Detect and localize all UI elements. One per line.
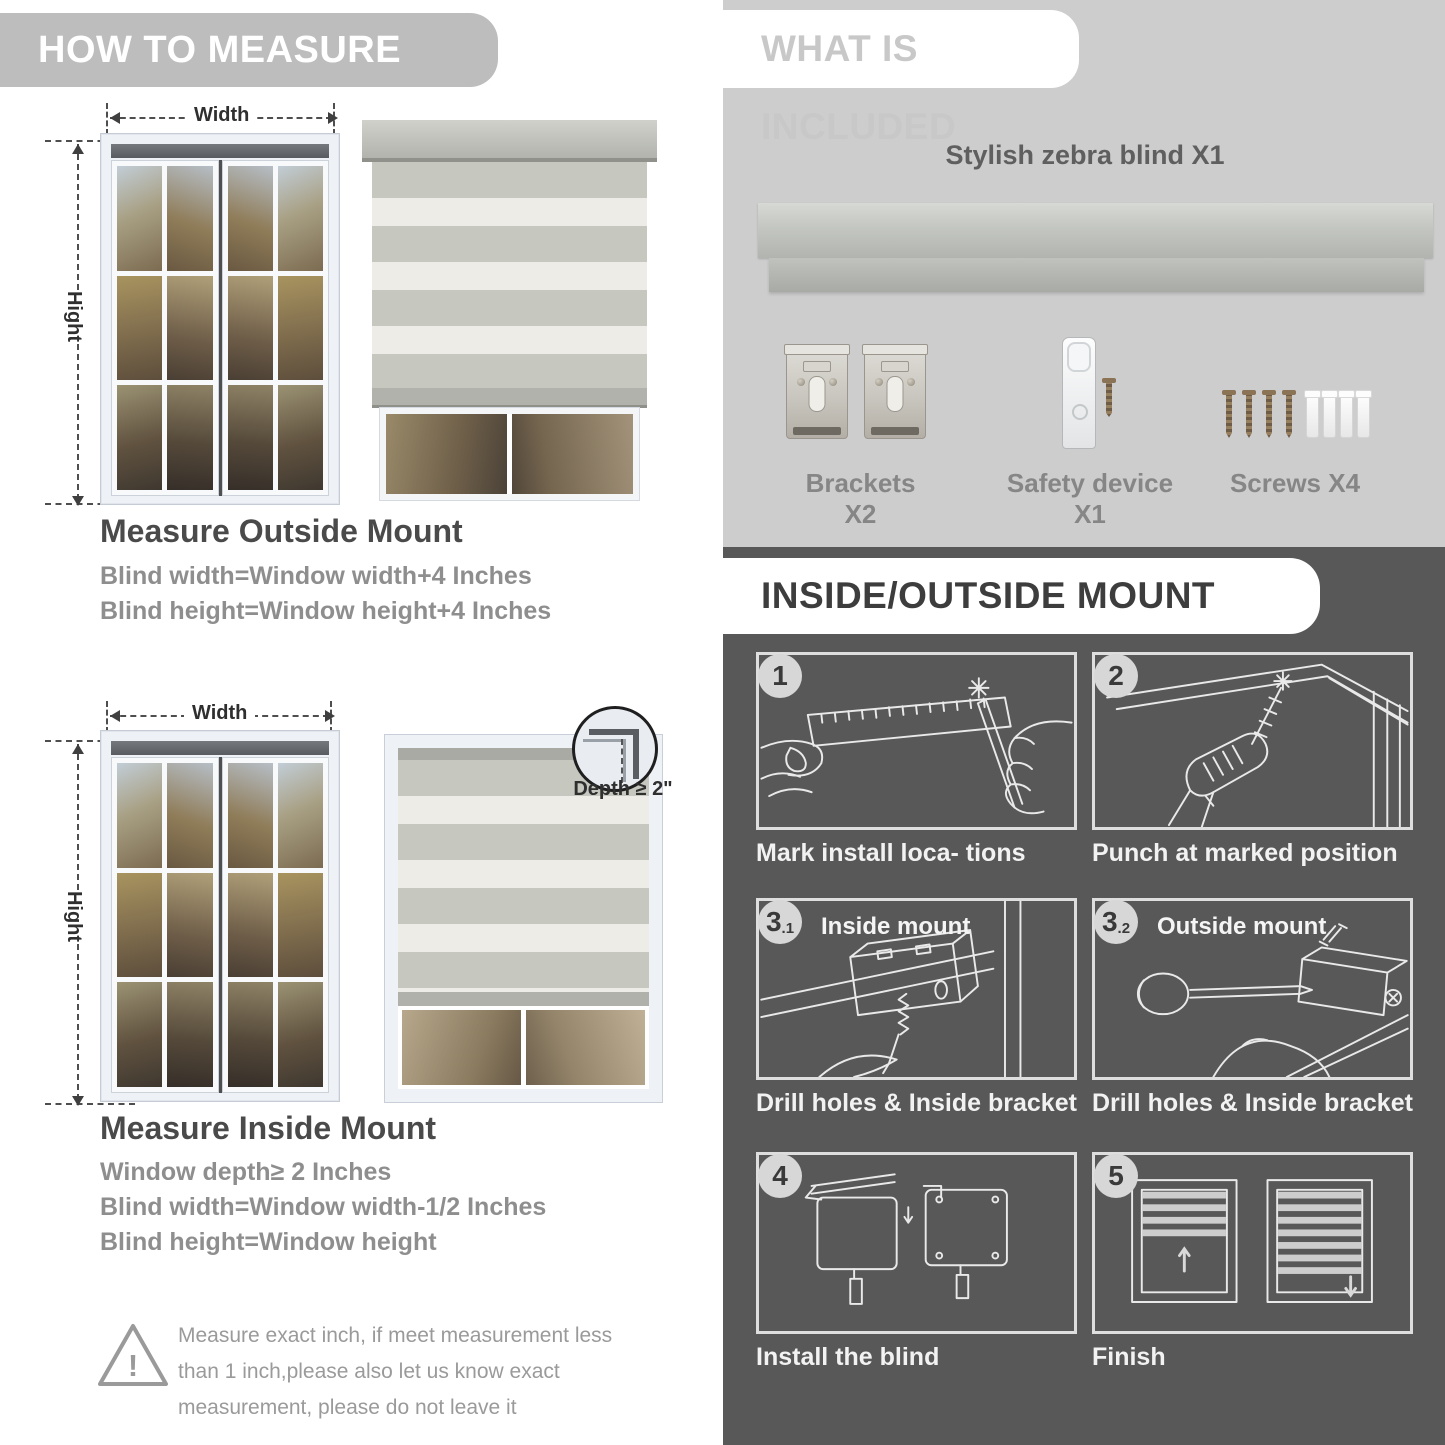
step-2: [1092, 652, 1413, 868]
screw-shank: [1106, 383, 1112, 417]
safety-device-label: Safety device X1: [1006, 468, 1174, 529]
step-caption: Drill holes & Inside bracket: [756, 1089, 1077, 1117]
step-5: [1092, 1152, 1413, 1372]
frame-corner-detail: [583, 739, 626, 782]
badge-number: 3: [1101, 906, 1118, 937]
screw-part: [1106, 378, 1112, 417]
blind-zebra-shade: [372, 162, 647, 388]
screw-head: [1262, 390, 1276, 395]
depth-note: Depth ≥ 2": [573, 778, 673, 800]
screw-head: [1282, 390, 1296, 395]
blind-head-rail: [362, 120, 657, 162]
window-pane: [228, 982, 273, 1087]
screw-part: [1246, 390, 1252, 438]
step-title: Outside mount: [1157, 913, 1327, 940]
window-pane: [117, 166, 162, 271]
warning-exclamation-glyph: !: [127, 1348, 139, 1383]
window-pane: [167, 385, 212, 490]
badge-number: 1: [772, 660, 788, 691]
bracket-screw-dot: [875, 378, 883, 386]
window-pane: [167, 982, 212, 1087]
screw-part: [1266, 390, 1272, 438]
window-pane: [228, 276, 273, 381]
bracket-part: [864, 347, 926, 439]
badge-number: 2: [1108, 660, 1124, 691]
arrow-left-icon: [104, 112, 120, 124]
step-1: [756, 652, 1077, 868]
step-number-badge: [758, 900, 802, 944]
badge-number: 3: [765, 906, 782, 937]
height-label: Hight: [63, 890, 86, 943]
window-pane: [117, 873, 162, 978]
blind-head-rail-product: [758, 203, 1433, 258]
window-door: [111, 160, 219, 496]
inside-mount-depth-rule: Window depth≥ 2 Inches: [100, 1158, 392, 1186]
window-door: [111, 757, 219, 1093]
wall-anchor-part: [1306, 392, 1319, 438]
blind-bottom-rail: [372, 388, 647, 408]
inside-mount-formula-width: Blind width=Window width-1/2 Inches: [100, 1193, 547, 1221]
step-3-2: [1092, 898, 1413, 1118]
ruler-marking-illustration: [759, 655, 1074, 827]
how-to-measure-header: HOW TO MEASURE: [0, 13, 498, 87]
zebra-blind-outside-mount: [362, 120, 657, 500]
step-title: Inside mount: [821, 913, 971, 940]
step-caption: Install the blind: [756, 1343, 940, 1371]
window-pane: [117, 276, 162, 381]
bracket-screw-dot: [829, 378, 837, 386]
blind-head-rail-product-lower: [769, 258, 1424, 292]
step-caption: Drill holes & Inside bracket: [1092, 1089, 1413, 1117]
window-pane: [167, 873, 212, 978]
step-number-badge: [1094, 1154, 1138, 1198]
window-pane: [117, 763, 162, 868]
step-illustration-box: [1092, 652, 1413, 830]
height-label: Hight: [63, 290, 86, 343]
window-pane: [228, 873, 273, 978]
step-number-badge: [1094, 654, 1138, 698]
inside-outside-mount-header: INSIDE/OUTSIDE MOUNT: [723, 558, 1320, 634]
arrow-right-icon: [328, 112, 344, 124]
step-caption: Mark install loca- tions: [756, 839, 1026, 867]
window-door: [222, 757, 330, 1093]
step-4: [756, 1152, 1077, 1372]
window-pane: [386, 414, 507, 494]
window-pane: [117, 982, 162, 1087]
window-pane: [402, 1010, 521, 1085]
window-top-rail: [111, 741, 329, 755]
guide-line: [45, 1103, 135, 1105]
badge-number: 5: [1108, 1160, 1124, 1191]
wall-anchor-part: [1323, 392, 1336, 438]
window-pane: [278, 982, 323, 1087]
window-pane: [228, 763, 273, 868]
inside-mount-formula-height: Blind height=Window height: [100, 1228, 437, 1256]
brackets-label: Brackets X2: [805, 468, 916, 529]
window-pane: [278, 276, 323, 381]
bracket-tab: [803, 361, 831, 372]
wall-anchor-part: [1357, 392, 1370, 438]
what-is-included-header: WHAT IS INCLUDED: [723, 10, 1079, 88]
screw-shank: [1226, 395, 1232, 438]
window-below-blind: [380, 408, 639, 500]
width-label: Width: [186, 104, 257, 127]
window-door: [222, 160, 330, 496]
bracket-part: [786, 347, 848, 439]
bracket-screw-dot: [907, 378, 915, 386]
window-pane: [117, 385, 162, 490]
window-pane: [228, 166, 273, 271]
window-pane: [278, 763, 323, 868]
width-label: Width: [184, 702, 255, 725]
outside-mount-formula-width: Blind width=Window width+4 Inches: [100, 562, 532, 590]
outside-mount-formula-height: Blind height=Window height+4 Inches: [100, 597, 552, 625]
screw-head: [1242, 390, 1256, 395]
window-top-rail: [111, 144, 329, 158]
screw-shank: [1286, 395, 1292, 438]
bracket-base: [793, 427, 841, 435]
safety-device-part: [1062, 337, 1096, 449]
arrow-up-icon: [72, 138, 84, 154]
arrow-right-icon: [325, 710, 341, 722]
window-pane: [228, 385, 273, 490]
window-doors: [111, 757, 329, 1093]
wall-anchor-part: [1340, 392, 1353, 438]
window-pane: [167, 763, 212, 868]
screw-head: [1222, 390, 1236, 395]
window-pane: [167, 166, 212, 271]
step-illustration-box: [1092, 1152, 1413, 1334]
depth-dashed-line: [621, 739, 623, 783]
screws-label: Screws X4: [1229, 468, 1361, 498]
outside-mount-title: Measure Outside Mount: [100, 513, 463, 549]
step-number-badge: [758, 1154, 802, 1198]
window-pane: [278, 873, 323, 978]
screw-part: [1286, 390, 1292, 438]
screw-head: [1102, 378, 1116, 383]
badge-number: 4: [772, 1160, 788, 1191]
window-below-blind: [398, 1006, 649, 1089]
step-illustration-box: [756, 898, 1077, 1080]
bracket-base: [871, 427, 919, 435]
bracket-slot: [887, 376, 904, 412]
bracket-slot: [809, 376, 826, 412]
warning-text: Measure exact inch, if meet measurement less than 1 inch,please also let us know exact measurement, please do not leave it: [178, 1324, 613, 1420]
screw-shank: [1246, 395, 1252, 438]
blind-bottom-rail: [398, 992, 649, 1006]
step-3-1: [756, 898, 1077, 1118]
window-illustration-inside: [100, 730, 340, 1102]
badge-subnumber: .1: [781, 920, 795, 937]
step-number-badge: [1094, 900, 1138, 944]
window-pane: [278, 166, 323, 271]
window-doors: [111, 160, 329, 496]
step-illustration-box: [1092, 898, 1413, 1080]
drill-illustration: [1095, 655, 1410, 827]
window-pane: [278, 385, 323, 490]
window-pane: [512, 414, 633, 494]
arrow-left-icon: [104, 710, 120, 722]
step-caption: Finish: [1092, 1343, 1166, 1371]
badge-subnumber: .2: [1117, 920, 1131, 937]
arrow-down-icon: [72, 496, 84, 512]
step-illustration-box: [756, 1152, 1077, 1334]
step-illustration-box: [756, 652, 1077, 830]
bracket-tab: [881, 361, 909, 372]
arrow-down-icon: [72, 1096, 84, 1112]
window-pane: [526, 1010, 645, 1085]
bracket-screw-dot: [797, 378, 805, 386]
finish-blinds-illustration: [1095, 1155, 1410, 1331]
inside-mount-title: Measure Inside Mount: [100, 1110, 437, 1146]
product-title: Stylish zebra blind X1: [945, 140, 1225, 170]
step-caption: Punch at marked position: [1092, 839, 1398, 867]
bracket-flange: [862, 344, 928, 355]
step-number-badge: [758, 654, 802, 698]
window-pane: [167, 276, 212, 381]
screw-part: [1226, 390, 1232, 438]
screw-shank: [1266, 395, 1272, 438]
arrow-up-icon: [72, 738, 84, 754]
window-illustration-outside: [100, 133, 340, 505]
install-blind-illustration: [759, 1155, 1074, 1331]
bracket-flange: [784, 344, 850, 355]
